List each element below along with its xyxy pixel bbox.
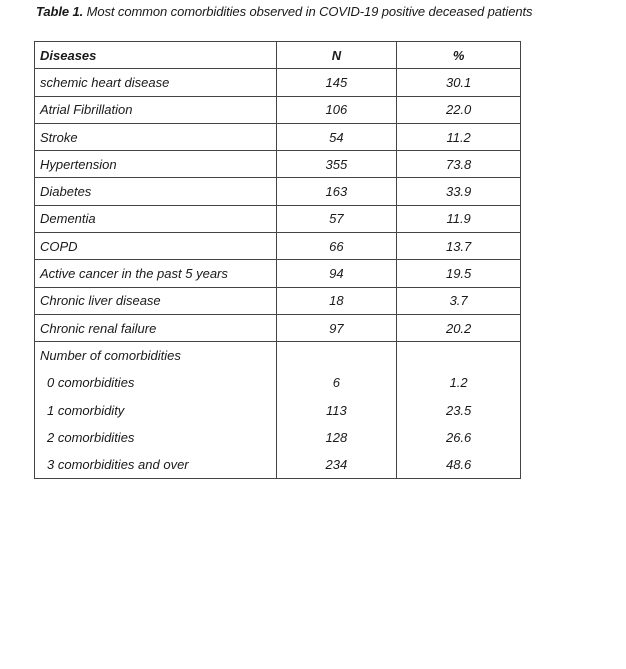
disease-name: Active cancer in the past 5 years (35, 260, 277, 287)
comorbidities-table (34, 41, 521, 479)
header-n: N (276, 42, 397, 69)
comorbidity-count-percent: 23.5 (397, 396, 521, 423)
disease-percent: 73.8 (397, 151, 521, 178)
disease-name: Chronic liver disease (35, 287, 277, 314)
table-caption-label: Table 1. (36, 4, 84, 19)
disease-name: Diabetes (35, 178, 277, 205)
disease-name: Atrial Fibrillation (35, 96, 277, 123)
comorbidity-count-percent: 48.6 (397, 451, 521, 478)
disease-percent: 11.2 (397, 123, 521, 150)
disease-name: Hypertension (35, 151, 277, 178)
table-caption-text: Most common comorbidities observed in COVID-19 positive deceased patients (83, 4, 533, 19)
header-diseases: Diseases (35, 42, 277, 69)
section-title: Number of comorbidities (35, 342, 277, 369)
table-row (35, 260, 521, 287)
section-header-row (35, 342, 521, 369)
disease-count: 94 (276, 260, 397, 287)
table-row (35, 314, 521, 341)
section-empty-percent (397, 342, 521, 369)
disease-count: 355 (276, 151, 397, 178)
comorbidity-count-n: 128 (276, 424, 397, 451)
table-row (35, 96, 521, 123)
table-row (35, 396, 521, 423)
table-row (35, 151, 521, 178)
disease-percent: 20.2 (397, 314, 521, 341)
disease-percent: 3.7 (397, 287, 521, 314)
comorbidity-count-percent: 1.2 (397, 369, 521, 396)
comorbidity-count-label: 1 comorbidity (35, 396, 277, 423)
section-empty-n (276, 342, 397, 369)
disease-count: 18 (276, 287, 397, 314)
disease-name: COPD (35, 233, 277, 260)
table-row (35, 233, 521, 260)
table-row (35, 451, 521, 478)
table-caption (36, 4, 532, 19)
disease-percent: 11.9 (397, 205, 521, 232)
disease-percent: 22.0 (397, 96, 521, 123)
comorbidity-count-label: 2 comorbidities (35, 424, 277, 451)
comorbidity-count-n: 113 (276, 396, 397, 423)
comorbidity-count-n: 6 (276, 369, 397, 396)
disease-count: 145 (276, 69, 397, 96)
disease-name: schemic heart disease (35, 69, 277, 96)
header-percent: % (397, 42, 521, 69)
disease-count: 66 (276, 233, 397, 260)
table-row (35, 123, 521, 150)
table-row (35, 369, 521, 396)
disease-name: Stroke (35, 123, 277, 150)
comorbidity-count-percent: 26.6 (397, 424, 521, 451)
disease-count: 106 (276, 96, 397, 123)
disease-percent: 33.9 (397, 178, 521, 205)
table-header-row (35, 42, 521, 69)
disease-count: 54 (276, 123, 397, 150)
table-row (35, 69, 521, 96)
comorbidity-count-label: 3 comorbidities and over (35, 451, 277, 478)
table-row (35, 205, 521, 232)
comorbidity-count-n: 234 (276, 451, 397, 478)
disease-count: 57 (276, 205, 397, 232)
disease-percent: 13.7 (397, 233, 521, 260)
comorbidity-count-label: 0 comorbidities (35, 369, 277, 396)
table-row (35, 178, 521, 205)
table-row (35, 424, 521, 451)
disease-name: Chronic renal failure (35, 314, 277, 341)
disease-percent: 30.1 (397, 69, 521, 96)
table-row (35, 287, 521, 314)
disease-count: 163 (276, 178, 397, 205)
disease-count: 97 (276, 314, 397, 341)
disease-name: Dementia (35, 205, 277, 232)
disease-percent: 19.5 (397, 260, 521, 287)
